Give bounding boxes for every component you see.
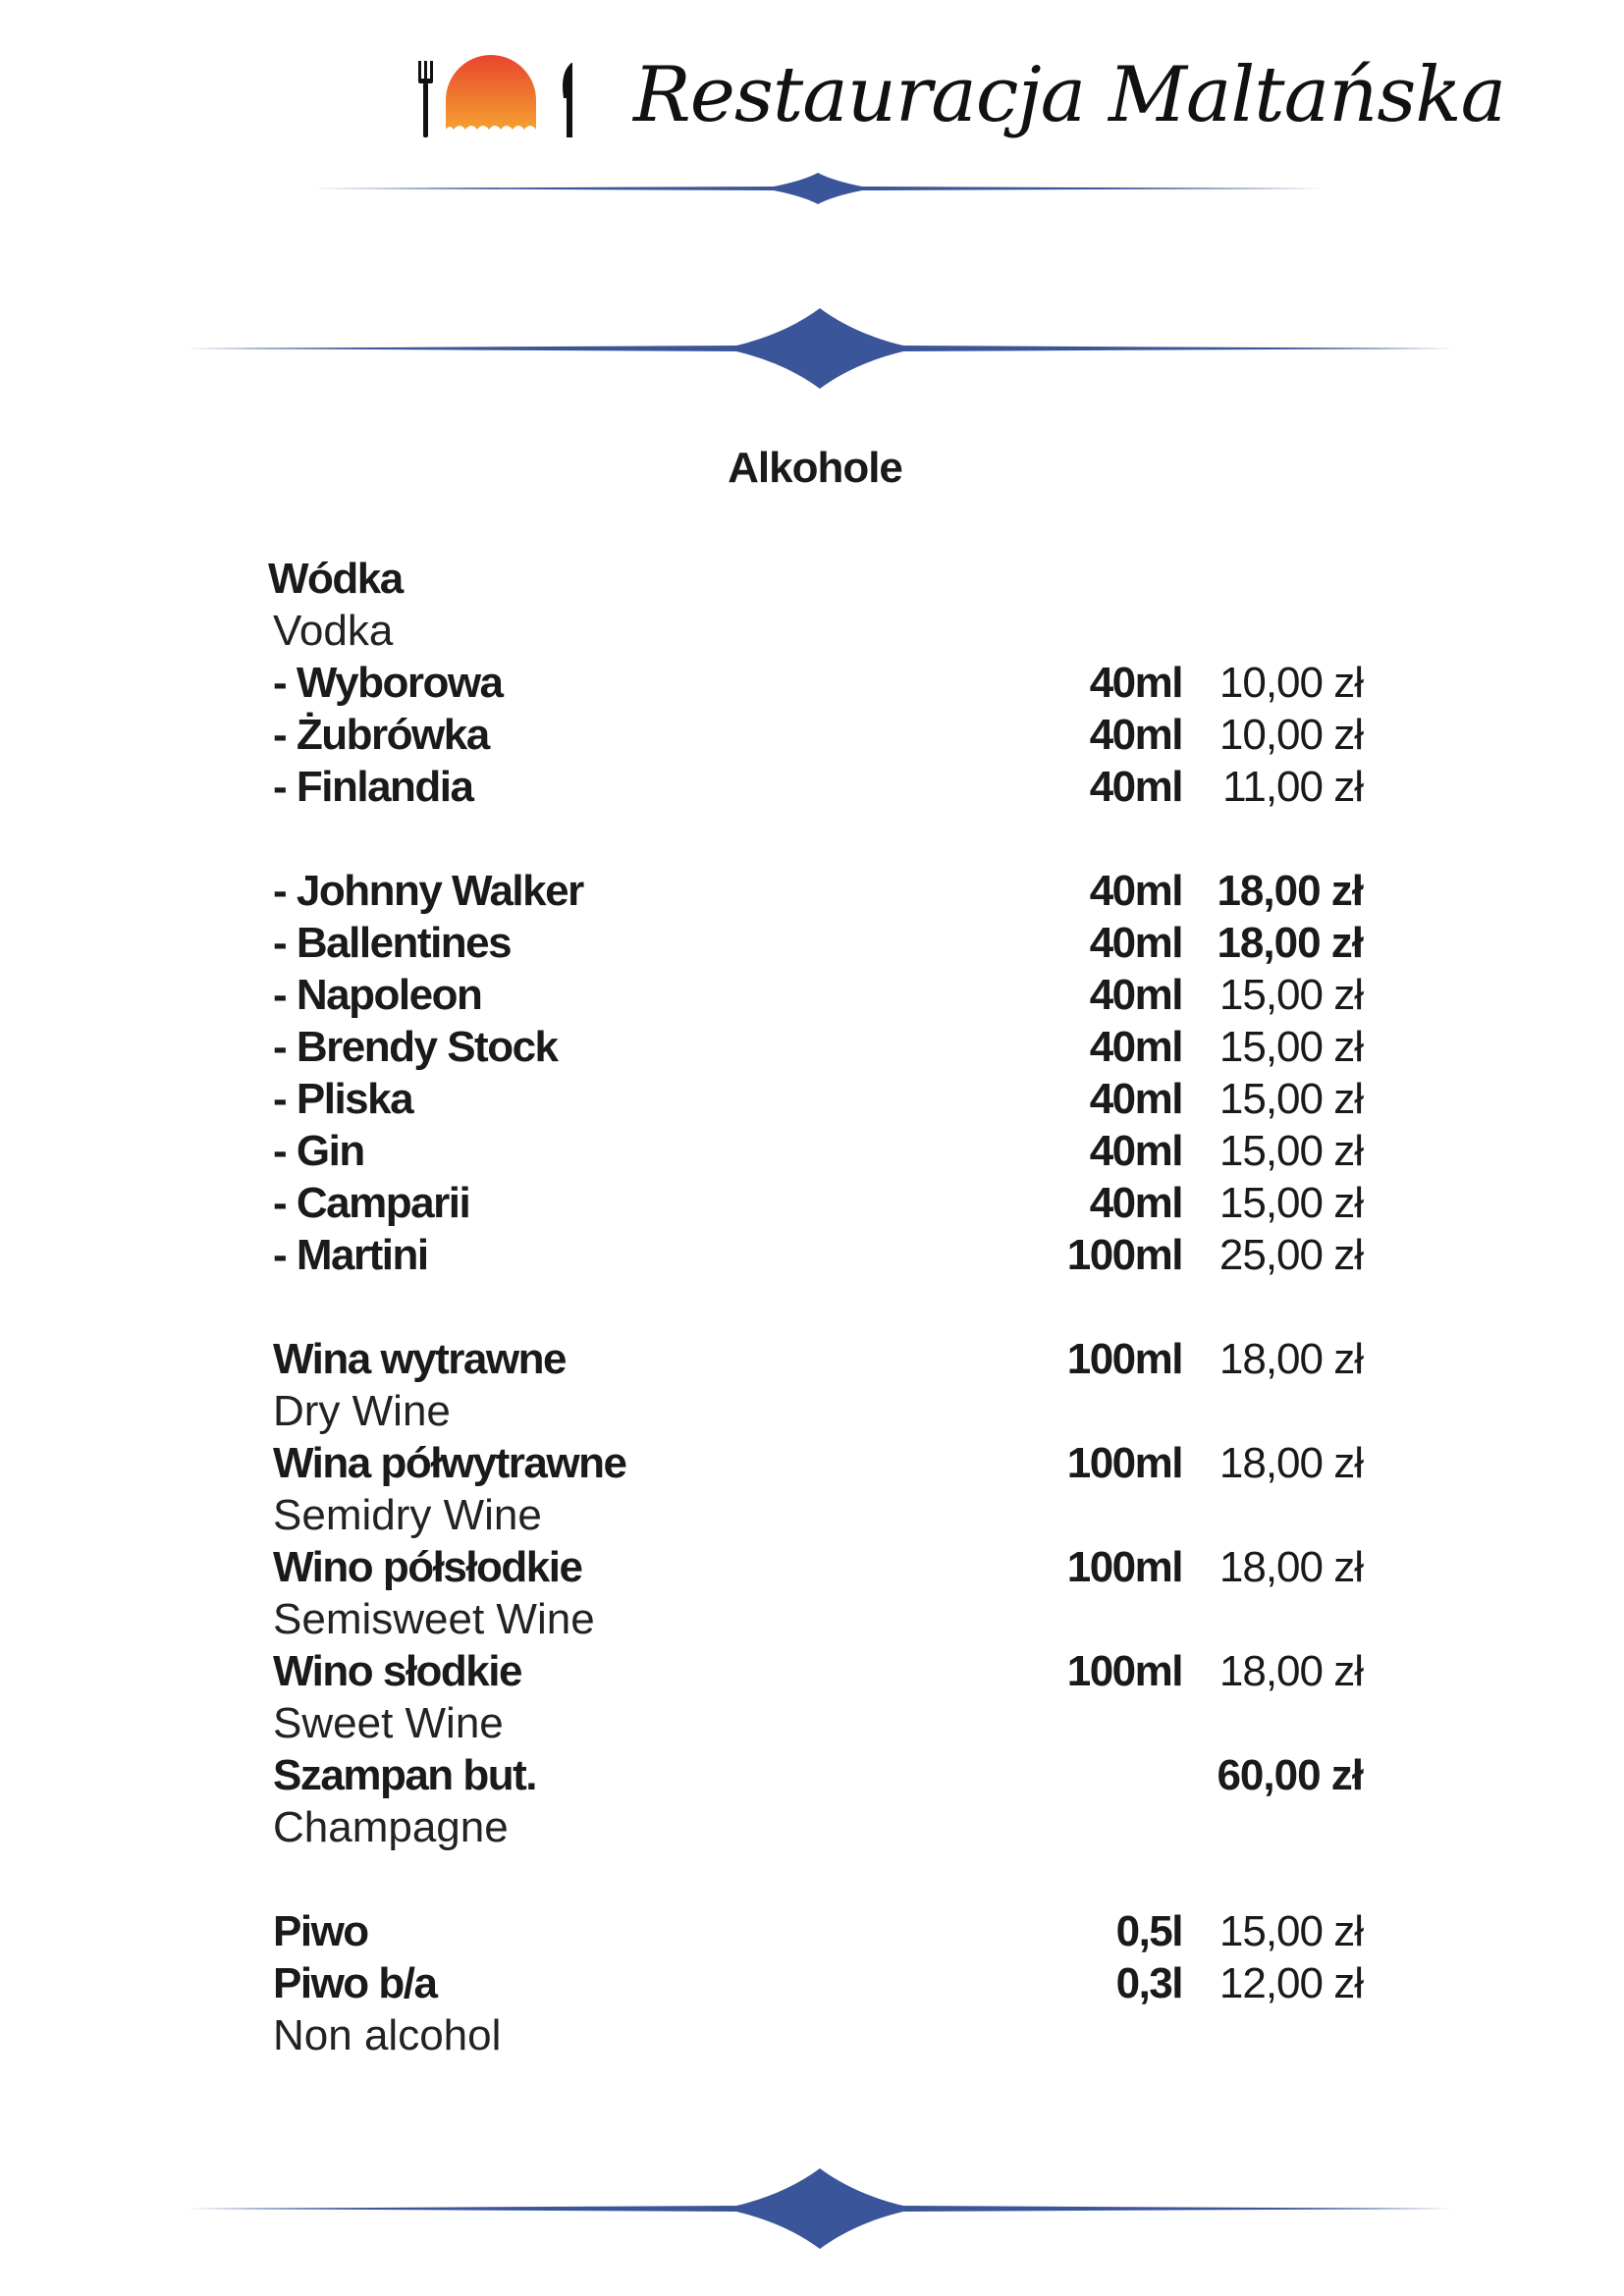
menu-row	[0, 1125, 1624, 1177]
bottom-ornament-divider	[187, 2164, 1453, 2253]
knife-icon	[563, 63, 572, 137]
menu-row	[0, 917, 1624, 969]
item-price: 10,00 zł	[1218, 711, 1363, 759]
item-price: 60,00 zł	[1217, 1751, 1363, 1799]
item-name: Piwo	[273, 1907, 368, 1955]
menu-row	[0, 1073, 1624, 1125]
item-volume: 100ml	[1066, 1543, 1182, 1591]
menu-row	[0, 1437, 1624, 1489]
menu-row	[0, 1333, 1624, 1385]
item-volume: 40ml	[1089, 1075, 1182, 1123]
item-name: Wina wytrawne	[273, 1335, 566, 1383]
item-volume: 40ml	[1089, 711, 1182, 759]
item-translation: Dry Wine	[273, 1387, 451, 1435]
item-volume: 40ml	[1089, 1023, 1182, 1071]
item-price: 12,00 zł	[1218, 1959, 1363, 2007]
menu-row	[0, 1697, 1624, 1749]
menu-row	[0, 2009, 1624, 2061]
item-translation: Semisweet Wine	[273, 1595, 595, 1643]
item-translation: Sweet Wine	[273, 1699, 504, 1747]
item-price: 10,00 zł	[1218, 659, 1363, 707]
top-ornament-divider	[187, 304, 1453, 393]
item-price: 18,00 zł	[1217, 867, 1363, 915]
item-price: 18,00 zł	[1217, 919, 1363, 967]
item-volume: 40ml	[1089, 763, 1182, 811]
item-name: Szampan but.	[273, 1751, 537, 1799]
item-name: - Wyborowa	[273, 659, 503, 707]
item-price: 15,00 zł	[1218, 1907, 1363, 1955]
menu-row	[0, 1801, 1624, 1853]
item-volume: 40ml	[1089, 1179, 1182, 1227]
item-name: Wino półsłodkie	[273, 1543, 582, 1591]
item-name: - Napoleon	[273, 971, 482, 1019]
brand-name: Restauracja Maltańska	[633, 51, 1506, 139]
fork-icon	[418, 61, 433, 137]
item-volume: 40ml	[1089, 1127, 1182, 1175]
menu-row	[0, 1645, 1624, 1697]
item-volume: 40ml	[1089, 659, 1182, 707]
item-price: 15,00 zł	[1218, 1127, 1363, 1175]
item-name: - Żubrówka	[273, 711, 489, 759]
menu-row	[0, 709, 1624, 761]
item-translation: Champagne	[273, 1803, 509, 1851]
item-volume: 100ml	[1066, 1231, 1182, 1279]
item-volume: 100ml	[1066, 1647, 1182, 1695]
item-name: - Johnny Walker	[273, 867, 583, 915]
menu-row	[0, 969, 1624, 1021]
menu-row	[0, 1229, 1624, 1281]
item-price: 18,00 zł	[1218, 1335, 1363, 1383]
item-volume: 0,3l	[1115, 1959, 1182, 2007]
item-name: - Finlandia	[273, 763, 473, 811]
item-price: 11,00 zł	[1222, 763, 1363, 811]
item-price: 25,00 zł	[1218, 1231, 1363, 1279]
menu-row	[0, 1905, 1624, 1957]
header-ornament-divider	[312, 169, 1324, 208]
sunset-fork-knife-logo-icon	[403, 29, 599, 147]
item-price: 18,00 zł	[1218, 1647, 1363, 1695]
item-volume: 100ml	[1066, 1335, 1182, 1383]
item-name: - Pliska	[273, 1075, 413, 1123]
item-name: - Ballentines	[273, 919, 512, 967]
item-volume: 40ml	[1089, 867, 1182, 915]
menu-row	[0, 1021, 1624, 1073]
item-translation: Semidry Wine	[273, 1491, 542, 1539]
menu-row	[0, 1749, 1624, 1801]
item-price: 15,00 zł	[1218, 1023, 1363, 1071]
item-name: Wina półwytrawne	[273, 1439, 626, 1487]
item-name: Wódka	[268, 555, 403, 603]
sun-icon	[446, 55, 536, 130]
menu-row	[0, 1177, 1624, 1229]
menu-row	[0, 1541, 1624, 1593]
item-price: 18,00 zł	[1218, 1439, 1363, 1487]
item-price: 15,00 zł	[1218, 971, 1363, 1019]
section-title: Alkohole	[728, 444, 902, 492]
item-volume: 0,5l	[1115, 1907, 1182, 1955]
item-volume: 40ml	[1089, 971, 1182, 1019]
item-volume: 40ml	[1089, 919, 1182, 967]
menu-row	[0, 761, 1624, 813]
item-name: - Brendy Stock	[273, 1023, 558, 1071]
menu-row	[0, 657, 1624, 709]
item-name: - Martini	[273, 1231, 428, 1279]
menu-row	[0, 1489, 1624, 1541]
item-translation: Non alcohol	[273, 2011, 502, 2059]
menu-row	[0, 605, 1624, 657]
menu-row	[0, 1593, 1624, 1645]
item-translation: Vodka	[273, 607, 394, 655]
menu-row	[0, 1385, 1624, 1437]
item-price: 15,00 zł	[1218, 1179, 1363, 1227]
item-price: 15,00 zł	[1218, 1075, 1363, 1123]
menu-row	[0, 553, 1624, 605]
item-name: - Gin	[273, 1127, 364, 1175]
menu-row	[0, 1957, 1624, 2009]
item-name: Piwo b/a	[273, 1959, 437, 2007]
item-name: Wino słodkie	[273, 1647, 521, 1695]
item-volume: 100ml	[1066, 1439, 1182, 1487]
menu-row	[0, 865, 1624, 917]
item-price: 18,00 zł	[1218, 1543, 1363, 1591]
item-name: - Camparii	[273, 1179, 470, 1227]
